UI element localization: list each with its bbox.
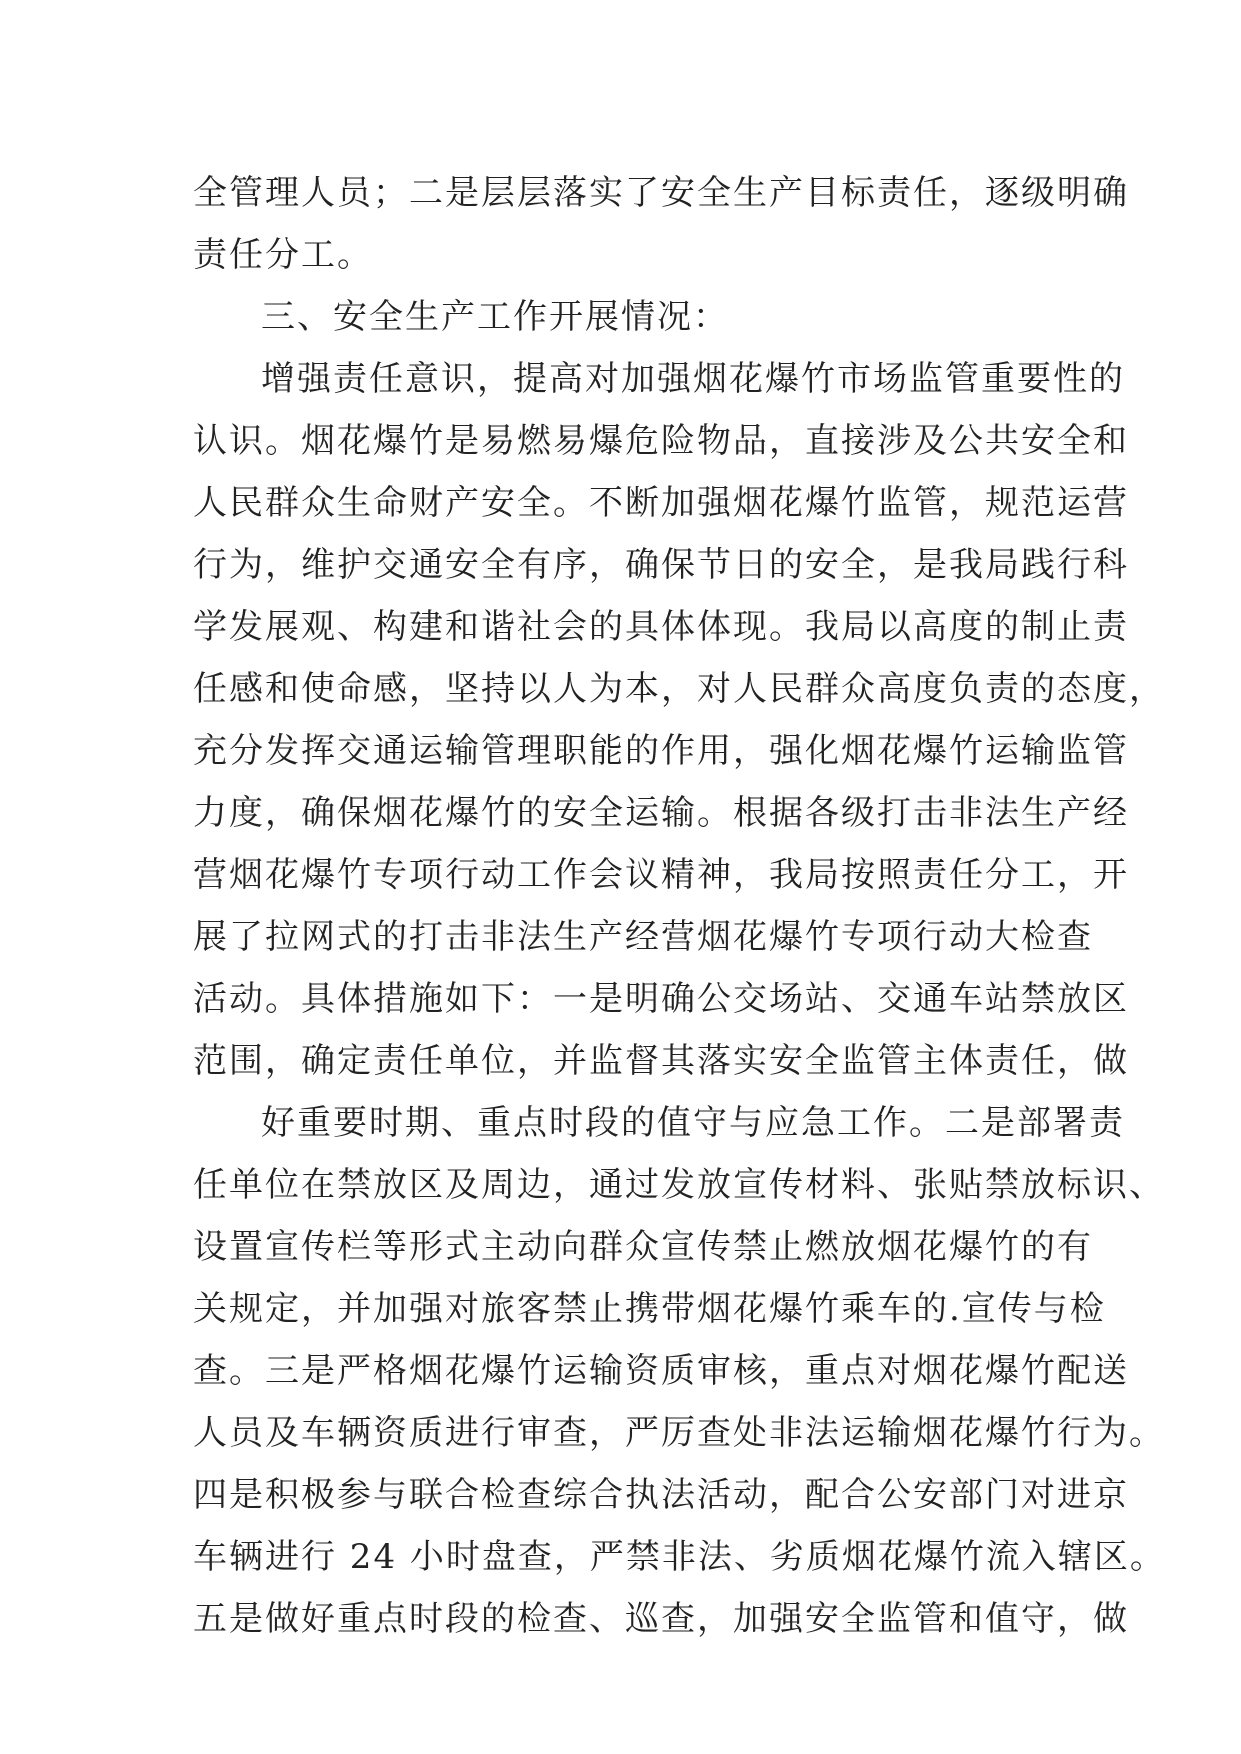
text-line: 好重要时期、重点时段的值守与应急工作。二是部署责	[261, 1103, 1125, 1143]
text-line: 四是积极参与联合检查综合执法活动，配合公安部门对进京	[193, 1475, 1129, 1515]
text-line: 责任分工。	[193, 235, 373, 275]
body-text	[193, 162, 1166, 1650]
text-line: 任感和使命感，坚持以人为本，对人民群众高度负责的态度，	[193, 669, 1165, 709]
text-line: 设置宣传栏等形式主动向群众宣传禁止燃放烟花爆竹的有	[193, 1227, 1093, 1267]
text-line: 充分发挥交通运输管理职能的作用，强化烟花爆竹运输监管	[193, 731, 1129, 771]
text-line: 人民群众生命财产安全。不断加强烟花爆竹监管，规范运营	[193, 483, 1129, 523]
text-line: 关规定，并加强对旅客禁止携带烟花爆竹乘车的.宣传与检	[193, 1289, 1106, 1329]
text-line: 力度，确保烟花爆竹的安全运输。根据各级打击非法生产经	[193, 793, 1129, 833]
text-line: 车辆进行 24 小时盘查，严禁非法、劣质烟花爆竹流入辖区。	[193, 1537, 1166, 1577]
text-line: 查。三是严格烟花爆竹运输资质审核，重点对烟花爆竹配送	[193, 1351, 1129, 1391]
text-line: 任单位在禁放区及周边，通过发放宣传材料、张贴禁放标识、	[193, 1165, 1165, 1205]
text-line: 全管理人员；二是层层落实了安全生产目标责任，逐级明确	[193, 173, 1129, 213]
text-line: 增强责任意识，提高对加强烟花爆竹市场监管重要性的	[261, 359, 1125, 399]
text-line: 五是做好重点时段的检查、巡查，加强安全监管和值守，做	[193, 1599, 1129, 1639]
text-line: 认识。烟花爆竹是易燃易爆危险物品，直接涉及公共安全和	[193, 421, 1129, 461]
text-line: 展了拉网式的打击非法生产经营烟花爆竹专项行动大检查	[193, 917, 1093, 957]
text-line: 营烟花爆竹专项行动工作会议精神，我局按照责任分工，开	[193, 855, 1129, 895]
text-line: 活动。具体措施如下：一是明确公交场站、交通车站禁放区	[193, 979, 1129, 1019]
text-line: 范围，确定责任单位，并监督其落实安全监管主体责任，做	[193, 1041, 1129, 1081]
text-line: 行为，维护交通安全有序，确保节日的安全，是我局践行科	[193, 545, 1129, 585]
section-heading: 三、安全生产工作开展情况：	[261, 297, 729, 337]
text-line: 学发展观、构建和谐社会的具体体现。我局以高度的制止责	[193, 607, 1129, 647]
text-line: 人员及车辆资质进行审查，严厉查处非法运输烟花爆竹行为。	[193, 1413, 1165, 1453]
